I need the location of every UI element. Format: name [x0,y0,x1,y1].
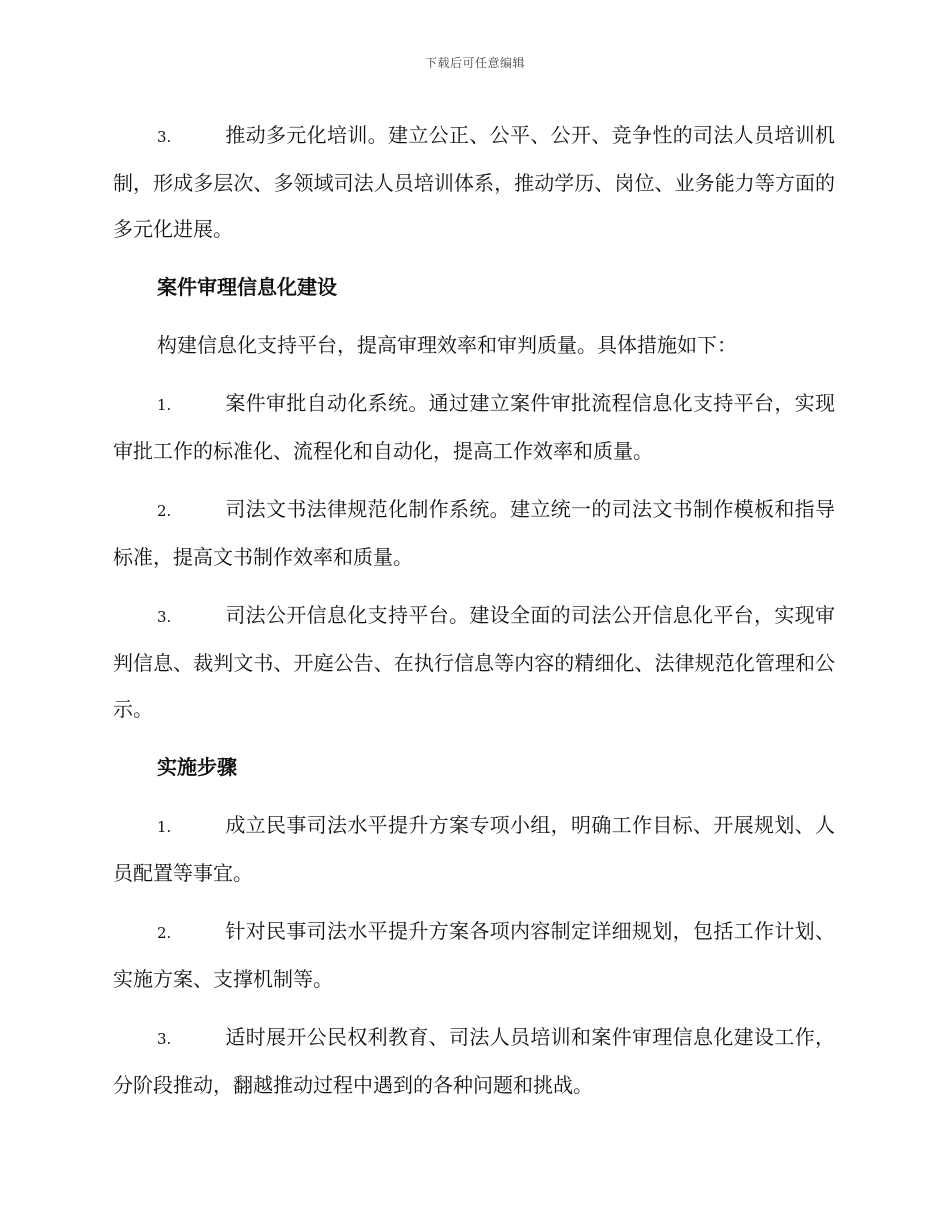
list-item-text: 针对民事司法水平提升方案各项内容制定详细规划，包括工作计划、实施方案、支撑机制等。 [113,919,835,991]
list-item-steps-1 [113,802,835,896]
list-number: 3. [157,608,172,626]
list-number: 3. [157,1030,172,1048]
list-item-text: 成立民事司法水平提升方案专项小组，明确工作目标、开展规划、人员配置等事宜。 [113,813,835,885]
list-item-info-1 [113,380,835,474]
list-item-text: 案件审批自动化系统。通过建立案件审批流程信息化支持平台，实现审批工作的标准化、流程化和自动化，提高工作效率和质量。 [113,391,835,463]
list-item-text: 司法公开信息化支持平台。建设全面的司法公开信息化平台，实现审判信息、裁判文书、开庭公告、在执行信息等内容的精细化、法律规范化管理和公示。 [113,603,835,721]
list-number: 2. [157,924,172,942]
list-number: 1. [157,396,172,414]
list-item-training-3 [113,112,835,252]
section-intro-info: 构建信息化支持平台，提高审理效率和审判质量。具体措施如下： [157,333,737,357]
list-item-steps-2 [113,908,835,1002]
list-item-info-2 [113,486,835,580]
list-item-info-3 [113,592,835,732]
page-header: 下载后可任意编辑 [424,56,525,70]
list-item-text: 适时展开公民权利教育、司法人员培训和案件审理信息化建设工作，分阶段推动，翻越推动过程中遇到的各种问题和挑战。 [113,1025,835,1097]
list-item-steps-3 [113,1014,835,1108]
list-item-text: 推动多元化培训。建立公正、公平、公开、竞争性的司法人员培训机制，形成多层次、多领域司法人员培训体系，推动学历、岗位、业务能力等方面的多元化进展。 [113,123,835,241]
document-body [113,112,835,1120]
list-number: 1. [157,818,172,836]
list-number: 2. [157,502,172,520]
list-number: 3. [157,128,172,146]
section-heading-info: 案件审理信息化建设 [157,275,337,299]
list-item-text: 司法文书法律规范化制作系统。建立统一的司法文书制作模板和指导标准，提高文书制作效率和质量。 [113,497,835,569]
section-heading-steps: 实施步骤 [157,755,237,779]
